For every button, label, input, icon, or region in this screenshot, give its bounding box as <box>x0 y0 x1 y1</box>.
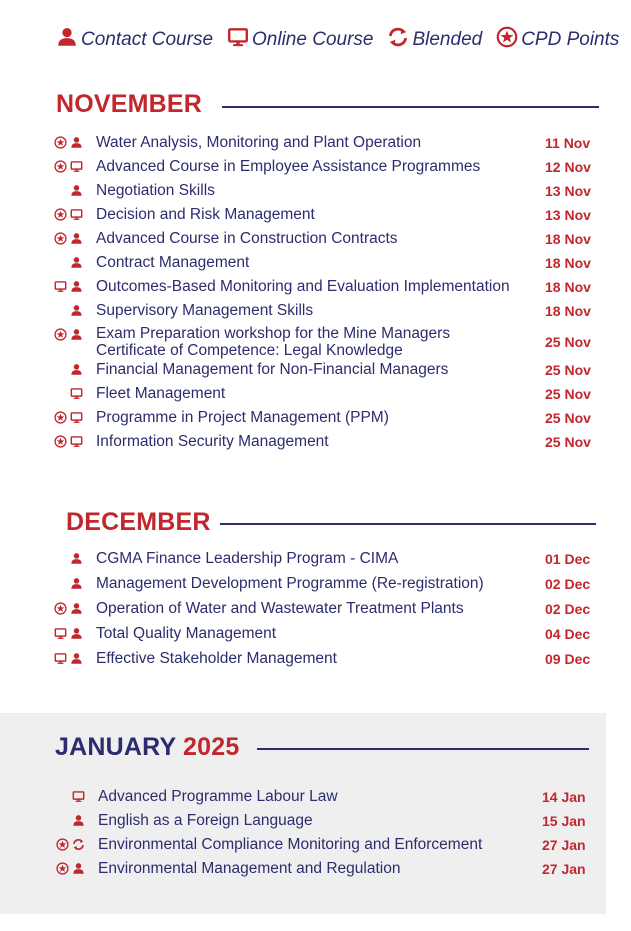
course-row <box>0 649 600 674</box>
course-date: 09 Dec <box>545 651 591 667</box>
legend-label: Contact Course <box>81 29 214 50</box>
course-name <box>96 649 337 668</box>
course-name-line: Supervisory Management Skills <box>96 302 314 319</box>
heading-rule <box>220 523 596 525</box>
cpd-star-icon <box>496 26 518 54</box>
person-icon <box>70 184 83 197</box>
course-name-line: Advanced Programme Labour Law <box>98 788 338 805</box>
course-date: 11 Nov <box>545 135 591 151</box>
course-type-icons <box>54 136 83 149</box>
legend-label: Blended <box>412 29 483 50</box>
person-icon <box>70 136 83 149</box>
monitor-icon <box>70 387 83 400</box>
legend-label: Online Course <box>252 29 374 50</box>
course-name-line: Advanced Course in Employee Assistance Programmes <box>96 158 481 175</box>
course-name-line: Environmental Compliance Monitoring and Enforcement <box>98 836 483 853</box>
legend-cpd <box>496 26 619 54</box>
course-date: 18 Nov <box>545 279 591 295</box>
month-heading: NOVEMBER <box>56 90 203 118</box>
course-name <box>96 157 480 176</box>
course-name <box>96 205 315 224</box>
course-name <box>96 574 484 593</box>
monitor-icon <box>54 627 67 640</box>
monitor-icon <box>70 208 83 221</box>
cpd-star-icon <box>54 435 67 448</box>
course-name-line: Contract Management <box>96 254 250 271</box>
course-row <box>0 811 600 835</box>
course-date: 12 Nov <box>545 159 591 175</box>
course-name-line: Effective Stakeholder Management <box>96 650 337 667</box>
course-name <box>98 787 338 806</box>
course-name-line: English as a Foreign Language <box>98 812 313 829</box>
cpd-star-icon <box>54 411 67 424</box>
person-icon <box>70 256 83 269</box>
monitor-icon <box>70 160 83 173</box>
person-icon <box>70 328 83 341</box>
course-row <box>0 432 600 456</box>
course-row <box>0 360 600 384</box>
person-icon <box>72 862 85 875</box>
cpd-star-icon <box>54 602 67 615</box>
course-type-icons <box>54 627 83 640</box>
monitor-icon <box>54 652 67 665</box>
course-date: 25 Nov <box>545 409 591 426</box>
course-type-icons <box>54 160 83 173</box>
course-name-line: Exam Preparation workshop for the Mine Managers <box>96 325 451 342</box>
monitor-icon <box>227 26 249 54</box>
cpd-star-icon <box>56 862 69 875</box>
cpd-star-icon <box>54 328 67 341</box>
course-name <box>96 277 510 296</box>
course-type-icons <box>54 435 83 448</box>
course-name-line: Advanced Course in Construction Contracts <box>96 230 398 247</box>
course-name <box>98 811 313 830</box>
monitor-icon <box>72 790 85 803</box>
course-date: 13 Nov <box>545 183 591 199</box>
person-icon <box>70 304 83 317</box>
cpd-star-icon <box>54 136 67 149</box>
course-date: 25 Nov <box>545 361 591 378</box>
course-row <box>0 859 600 883</box>
course-row <box>0 157 600 181</box>
course-date: 18 Nov <box>545 255 591 271</box>
person-icon <box>70 577 83 590</box>
legend-blended <box>387 26 482 54</box>
course-row <box>0 384 600 408</box>
course-date: 13 Nov <box>545 207 591 223</box>
monitor-icon <box>70 435 83 448</box>
course-row <box>0 325 600 360</box>
monitor-icon <box>70 411 83 424</box>
course-row <box>0 181 600 205</box>
person-icon <box>70 363 83 376</box>
blended-arrows-icon <box>387 26 409 54</box>
course-name-line: Information Security Management <box>96 432 329 450</box>
course-name-line: Operation of Water and Wastewater Treatment Plants <box>96 600 464 617</box>
legend-online <box>227 26 373 54</box>
course-type-icons <box>54 387 83 400</box>
course-name <box>96 360 448 379</box>
course-name <box>98 859 400 878</box>
course-date: 25 Nov <box>545 334 591 350</box>
course-type-icons <box>54 552 83 565</box>
course-row <box>0 574 600 599</box>
course-row <box>0 787 600 811</box>
course-row <box>0 229 600 253</box>
cpd-star-icon <box>54 232 67 245</box>
person-icon <box>72 814 85 827</box>
person-icon <box>70 280 83 293</box>
month-heading: DECEMBER <box>66 508 211 536</box>
course-type-icons <box>54 280 83 293</box>
year: 2025 <box>183 733 240 761</box>
course-type-icons <box>54 256 83 269</box>
course-type-icons <box>54 652 83 665</box>
heading-rule <box>222 106 599 108</box>
course-name <box>96 432 329 451</box>
course-row <box>0 277 600 301</box>
heading-rule <box>257 748 589 750</box>
course-row <box>0 408 600 432</box>
course-date: 25 Nov <box>545 433 591 450</box>
person-icon <box>70 552 83 565</box>
course-row <box>0 205 600 229</box>
course-name <box>96 325 450 359</box>
course-row <box>0 133 600 157</box>
course-type-icons <box>56 790 85 803</box>
course-name-line: Outcomes-Based Monitoring and Evaluation Implementation <box>96 278 510 295</box>
course-row <box>0 624 600 649</box>
course-name-line: Certificate of Competence: Legal Knowledge <box>96 342 403 359</box>
cpd-star-icon <box>56 838 69 851</box>
course-date: 27 Jan <box>542 837 586 853</box>
month-name: JANUARY <box>55 733 176 761</box>
course-name-line: Negotiation Skills <box>96 182 215 199</box>
course-type-icons <box>54 602 83 615</box>
month-heading <box>55 733 239 762</box>
course-type-icons <box>56 862 85 875</box>
course-name <box>96 599 464 618</box>
course-name <box>96 624 276 643</box>
course-name-line: Decision and Risk Management <box>96 206 315 223</box>
course-name-line: Fleet Management <box>96 384 226 402</box>
course-date: 18 Nov <box>545 231 591 247</box>
course-type-icons <box>54 232 83 245</box>
course-type-icons <box>56 814 85 827</box>
course-date: 27 Jan <box>542 861 586 877</box>
cpd-star-icon <box>54 160 67 173</box>
legend-contact <box>56 26 213 54</box>
course-name <box>98 835 482 854</box>
course-row <box>0 835 600 859</box>
course-type-icons <box>54 184 83 197</box>
course-name-line: Water Analysis, Monitoring and Plant Operation <box>96 134 422 151</box>
course-date: 25 Nov <box>545 385 591 402</box>
course-row <box>0 253 600 277</box>
course-name-line: Programme in Project Management (PPM) <box>96 408 389 426</box>
course-type-icons <box>54 363 83 376</box>
course-name <box>96 133 421 152</box>
monitor-icon <box>54 280 67 293</box>
course-row <box>0 549 600 574</box>
person-icon <box>56 26 78 54</box>
course-name <box>96 229 398 248</box>
course-name <box>96 408 389 427</box>
person-icon <box>70 232 83 245</box>
course-name-line: Financial Management for Non-Financial Managers <box>96 360 449 378</box>
person-icon <box>70 652 83 665</box>
course-name <box>96 549 398 568</box>
course-name <box>96 301 313 320</box>
course-type-icons <box>54 411 83 424</box>
course-type-icons <box>54 208 83 221</box>
course-name <box>96 253 249 272</box>
course-date: 04 Dec <box>545 626 591 642</box>
course-type-legend <box>56 26 619 54</box>
course-name <box>96 181 215 200</box>
course-type-icons <box>54 328 83 341</box>
course-date: 01 Dec <box>545 551 591 567</box>
legend-label: CPD Points <box>521 29 620 50</box>
course-name <box>96 384 225 403</box>
course-date: 14 Jan <box>542 789 586 805</box>
course-name-line: Management Development Programme (Re-registration) <box>96 575 484 592</box>
cpd-star-icon <box>54 208 67 221</box>
course-name-line: Environmental Management and Regulation <box>98 860 401 877</box>
person-icon <box>70 627 83 640</box>
course-type-icons <box>54 304 83 317</box>
course-date: 15 Jan <box>542 813 586 829</box>
person-icon <box>70 602 83 615</box>
course-date: 02 Dec <box>545 601 591 617</box>
blended-arrows-icon <box>72 838 85 851</box>
course-row <box>0 301 600 325</box>
course-date: 02 Dec <box>545 576 591 592</box>
course-type-icons <box>54 577 83 590</box>
course-row <box>0 599 600 624</box>
course-name-line: CGMA Finance Leadership Program - CIMA <box>96 550 399 567</box>
course-type-icons <box>56 838 85 851</box>
course-date: 18 Nov <box>545 303 591 319</box>
course-name-line: Total Quality Management <box>96 625 277 642</box>
